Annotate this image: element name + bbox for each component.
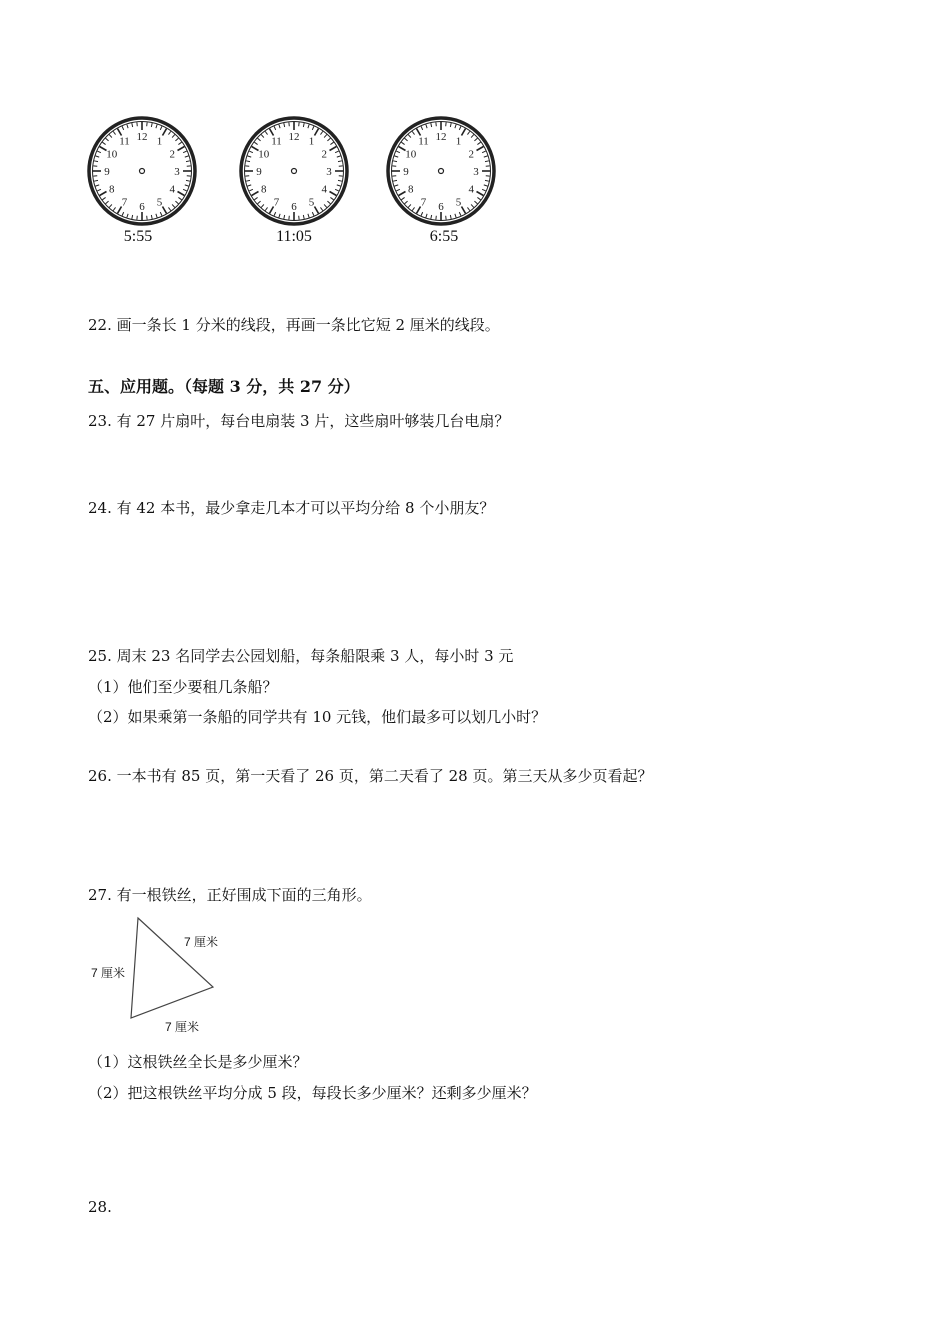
clock-numeral: 5 — [455, 196, 462, 209]
clock-numeral: 1 — [455, 135, 462, 148]
triangle-side-label: 7 厘米 — [184, 935, 219, 949]
clock-numeral: 7 — [121, 196, 128, 209]
clock-numeral: 5 — [308, 196, 315, 209]
clock-face-2 — [238, 115, 350, 227]
clock-numeral: 4 — [468, 183, 475, 196]
question-25-part-2: （2）如果乘第一条船的同学共有 10 元钱，他们最多可以划几小时？ — [88, 708, 547, 726]
clock-numeral: 5 — [156, 196, 163, 209]
clock-numeral: 12 — [288, 131, 300, 143]
question-27-part-2: （2）把这根铁丝平均分成 5 段，每段长多少厘米？还剩多少厘米？ — [88, 1084, 537, 1102]
clock-numeral: 8 — [108, 183, 115, 196]
question-25: 25. 周末 23 名同学去公园划船，每条船限乘 3 人，每小时 3 元 — [88, 647, 514, 665]
clock-time-label: 5:55 — [123, 228, 153, 245]
clock-numeral: 3 — [326, 166, 332, 178]
clock-numeral: 2 — [321, 148, 328, 161]
clock-numeral: 11 — [418, 135, 429, 148]
clock-face-1 — [86, 115, 198, 227]
question-28: 28. — [88, 1198, 112, 1216]
question-27-part-1: （1）这根铁丝全长是多少厘米？ — [88, 1053, 308, 1071]
clock-numeral: 6 — [291, 201, 297, 213]
clock-numeral: 9 — [403, 166, 409, 178]
clock-numeral: 11 — [119, 135, 130, 148]
clock-time-label: 11:05 — [276, 228, 312, 245]
clock-numeral: 7 — [420, 196, 427, 209]
clock-numeral: 1 — [156, 135, 163, 148]
clock-numeral: 10 — [405, 148, 417, 161]
clock-numeral: 4 — [321, 183, 328, 196]
clock-numeral: 9 — [104, 166, 110, 178]
question-25-part-1: （1）他们至少要租几条船？ — [88, 678, 278, 696]
clock-numeral: 2 — [468, 148, 475, 161]
clock-numeral: 3 — [473, 166, 479, 178]
question-22: 22. 画一条长 1 分米的线段，再画一条比它短 2 厘米的线段。 — [88, 316, 500, 334]
clock-numeral: 10 — [258, 148, 270, 161]
clock-numeral: 3 — [174, 166, 180, 178]
triangle-side-label: 7 厘米 — [91, 966, 126, 980]
question-26: 26. 一本书有 85 页，第一天看了 26 页，第二天看了 28 页。第三天从多少页看起？ — [88, 767, 653, 785]
clock-time-label: 6:55 — [429, 228, 459, 245]
clock-numeral: 12 — [136, 131, 148, 143]
section-heading: 五、应用题。（每题 3 分，共 27 分） — [88, 377, 360, 396]
triangle-side-label: 7 厘米 — [165, 1020, 200, 1034]
question-24: 24. 有 42 本书，最少拿走几本才可以平均分给 8 个小朋友？ — [88, 499, 495, 517]
question-23: 23. 有 27 片扇叶，每台电扇装 3 片，这些扇叶够装几台电扇？ — [88, 412, 510, 430]
clock-numeral: 8 — [407, 183, 414, 196]
clock-numeral: 12 — [435, 131, 447, 143]
clock-numeral: 7 — [273, 196, 280, 209]
clock-numeral: 2 — [169, 148, 176, 161]
clock-face-3 — [385, 115, 497, 227]
clock-numeral: 6 — [139, 201, 145, 213]
clock-numeral: 9 — [256, 166, 262, 178]
clock-numeral: 4 — [169, 183, 176, 196]
clock-numeral: 8 — [260, 183, 267, 196]
clock-numeral: 10 — [106, 148, 118, 161]
clock-numeral: 6 — [438, 201, 444, 213]
clock-numeral: 11 — [271, 135, 282, 148]
clock-numeral: 1 — [308, 135, 315, 148]
question-27: 27. 有一根铁丝，正好围成下面的三角形。 — [88, 886, 372, 904]
